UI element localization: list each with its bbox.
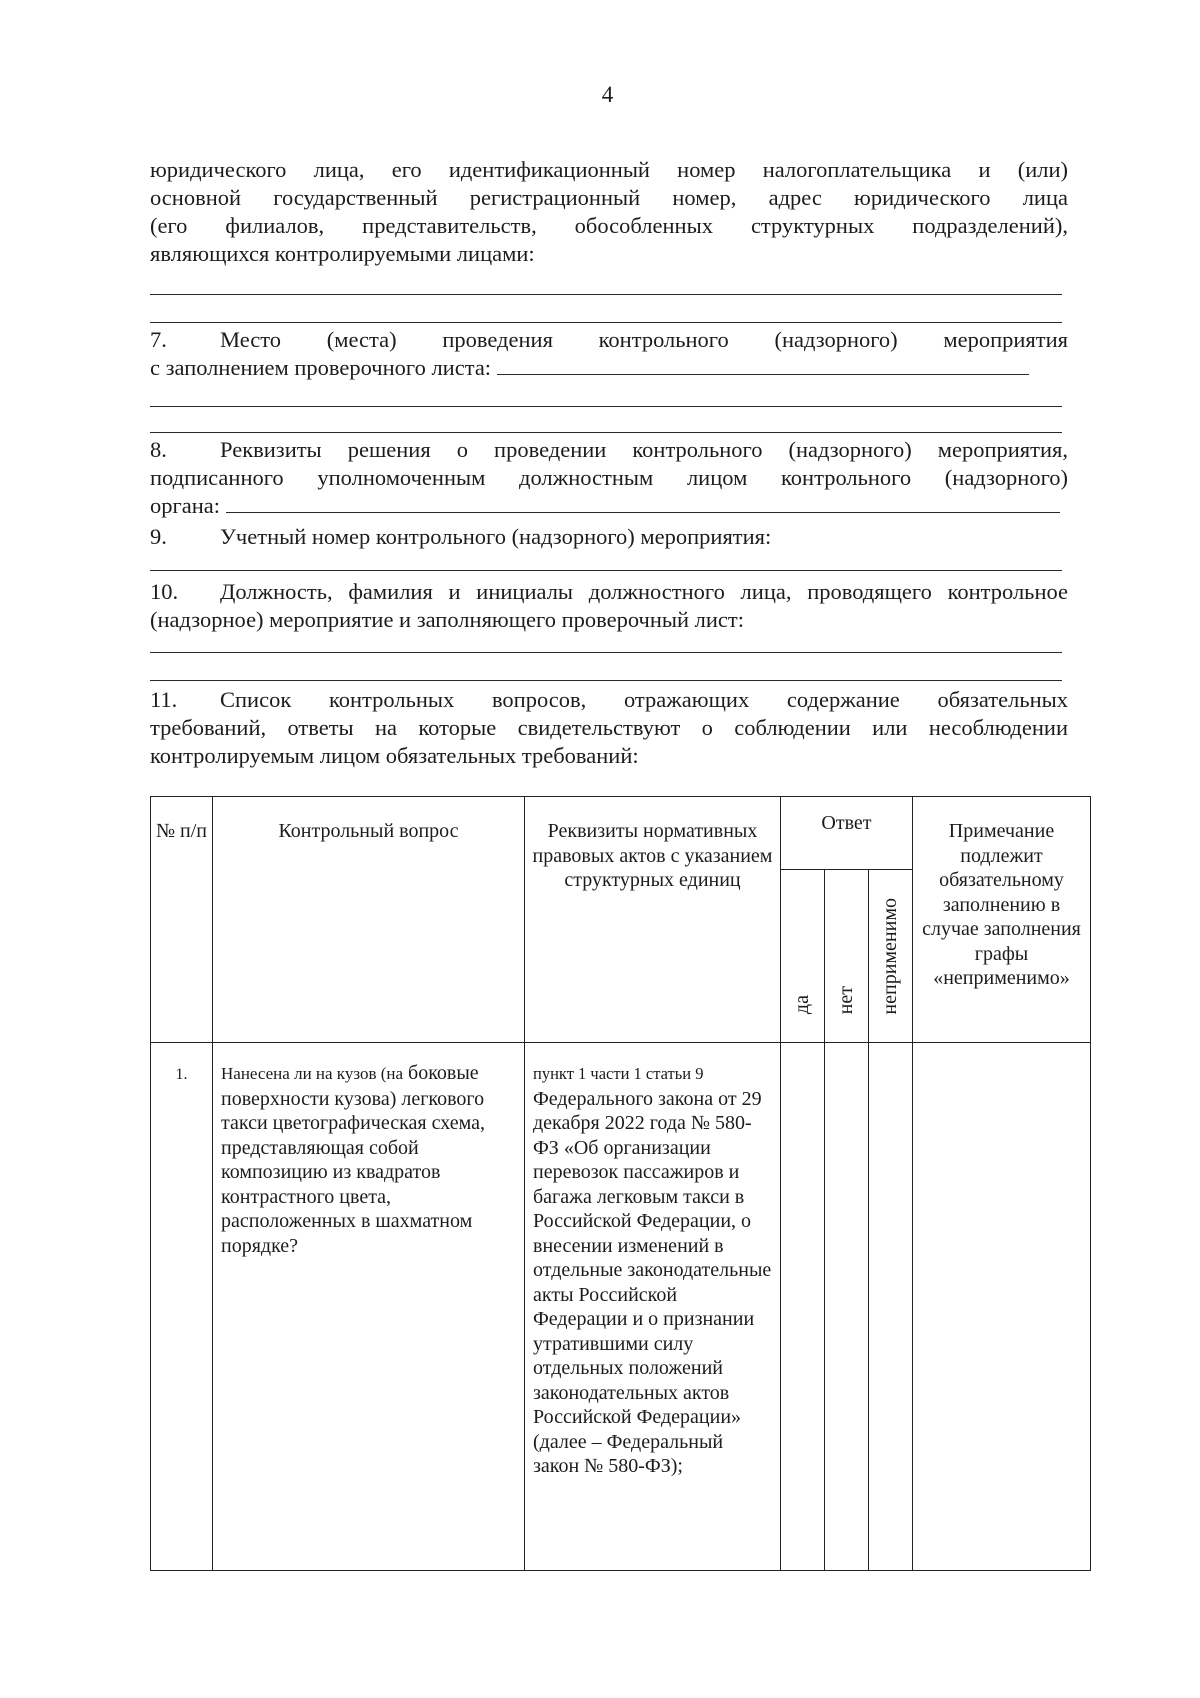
row-1-question-first: Нанесена ли на кузов (на: [221, 1064, 404, 1083]
row-1-yes-cell[interactable]: [781, 1043, 825, 1571]
section-8-line-3: [150, 492, 1068, 520]
section-7-text-1: Место (места) проведения контрольного (надзорного) мероприятия: [220, 327, 1068, 352]
table-header-row: [151, 797, 1091, 870]
row-1-law-rest: Федерального закона от 29 декабря 2022 года № 580-ФЗ «Об организации перевозок пассажиров и багажа легковым такси в Российской Федерации, о внесении изменений в отдельные законодательные акты Российской Федерации и о признании утратившими силу отдельных положений законодательных актов Российской Федерации» (далее – Федеральный закон № 580-ФЗ);: [533, 1087, 772, 1477]
section-8-number: 8.: [150, 437, 167, 462]
row-1-no-cell[interactable]: [825, 1043, 869, 1571]
fill-line-intro-2[interactable]: [150, 322, 1062, 323]
header-na: неприменимо: [879, 897, 902, 1015]
section-10: [150, 578, 1068, 634]
section-11-line-3: контролируемым лицом обязательных требований:: [150, 743, 639, 768]
table-row: [151, 1043, 1091, 1571]
checklist-table: [150, 796, 1091, 1571]
section-7: [150, 326, 1068, 382]
section-10-text-1: Должность, фамилия и инициалы должностного лица, проводящего контрольное: [220, 579, 1068, 604]
section-8-text-3: органа:: [150, 493, 220, 518]
section-10-line-2: (надзорное) мероприятие и заполняющего проверочный лист:: [150, 607, 744, 632]
header-yes-cell: [781, 870, 825, 1043]
section-7-number: 7.: [150, 327, 167, 352]
fill-line-7-2[interactable]: [150, 432, 1062, 433]
fill-line-intro-1[interactable]: [150, 294, 1062, 295]
section-7-text-2: с заполнением проверочного листа:: [150, 355, 492, 380]
section-11-number: 11.: [150, 687, 178, 712]
fill-line-7-inline[interactable]: [497, 354, 1029, 375]
header-no-cell: [825, 870, 869, 1043]
page-number: 4: [601, 82, 614, 107]
section-11-text-1: Список контрольных вопросов, отражающих содержание обязательных: [220, 687, 1068, 712]
section-11-line-1: [150, 686, 1068, 714]
header-answer: Ответ: [781, 797, 913, 870]
intro-line-4: являющихся контролируемыми лицами:: [150, 241, 535, 266]
row-1-num: 1.: [151, 1043, 213, 1571]
fill-line-9[interactable]: [150, 570, 1062, 571]
section-9-text: Учетный номер контрольного (надзорного) мероприятия:: [220, 524, 772, 549]
header-note: Примечание подлежит обязательному заполнению в случае заполнения графы «неприменимо»: [913, 797, 1091, 1043]
section-9: [150, 523, 1068, 551]
section-7-line-1: [150, 326, 1068, 354]
section-7-line-2: [150, 354, 1068, 382]
section-8-line-2: подписанного уполномоченным должностным лицом контрольного (надзорного): [150, 465, 1068, 490]
row-1-question-rest: боковые поверхности кузова) легкового такси цветографическая схема, представляющая собой композицию из квадратов контрастного цвета, расположенных в шахматном порядке?: [221, 1062, 485, 1257]
section-9-number: 9.: [150, 524, 167, 549]
intro-line-1: юридического лица, его идентификационный номер налогоплательщика и (или): [150, 157, 1068, 182]
fill-line-7-1[interactable]: [150, 406, 1062, 407]
section-8-line-1: [150, 436, 1068, 464]
row-1-na-cell[interactable]: [869, 1043, 913, 1571]
header-question: Контрольный вопрос: [213, 797, 525, 1043]
fill-line-8-inline[interactable]: [226, 492, 1060, 513]
header-law: Реквизиты нормативных правовых актов с указанием структурных единиц: [525, 797, 781, 1043]
intro-line-3: (его филиалов, представительств, обособленных структурных подразделений),: [150, 213, 1068, 238]
section-8: [150, 436, 1068, 520]
intro-line-2: основной государственный регистрационный номер, адрес юридического лица: [150, 185, 1068, 210]
section-9-line-1: [150, 523, 1068, 551]
row-1-note-cell[interactable]: [913, 1043, 1091, 1571]
section-11-line-2: требований, ответы на которые свидетельствуют о соблюдении или несоблюдении: [150, 715, 1068, 740]
section-10-line-1: [150, 578, 1068, 606]
section-8-text-1: Реквизиты решения о проведении контрольного (надзорного) мероприятия,: [220, 437, 1068, 462]
header-num: № п/п: [151, 797, 213, 1043]
row-1-law-first: пункт 1 части 1 статьи 9: [533, 1064, 704, 1083]
section-10-number: 10.: [150, 579, 179, 604]
fill-line-10-2[interactable]: [150, 680, 1062, 681]
intro-paragraph: [150, 156, 1068, 268]
header-yes: да: [791, 994, 814, 1014]
fill-line-10-1[interactable]: [150, 652, 1062, 653]
row-1-question: [213, 1043, 525, 1571]
header-na-cell: [869, 870, 913, 1043]
row-1-law: [525, 1043, 781, 1571]
section-11: [150, 686, 1068, 770]
header-no: нет: [835, 985, 858, 1014]
